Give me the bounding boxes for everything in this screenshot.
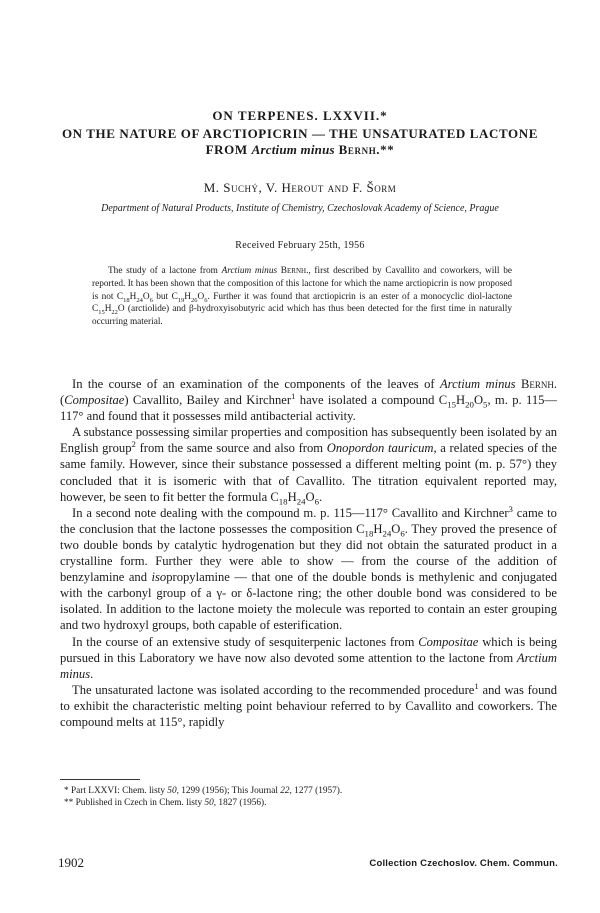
footnote-divider [60, 779, 140, 780]
footnotes [64, 785, 554, 809]
body-paragraph-1: In the course of an examination of the components of the leaves of Arctium minus Bernh. (Compositae) Cavallito, Bailey and Kirchner$^1$ have isolated a compound $C_{15}H_{20}O_5$, m. p. 115—117° and found that it possesses mild antibacterial activity. [60, 377, 558, 424]
body-paragraph-4: In the course of an extensive study of sesquiterpenic lactones from Compositae which is being pursued in this Laboratory we have now also devoted some attention to the lactone from Arctium minus. [60, 634, 557, 681]
authors: M. Suchý, V. Herout and F. Šorm [203, 180, 397, 195]
series-title: ON TERPENES. LXXVII.* [212, 108, 388, 123]
footnote-1: * Part LXXVI: Chem. listy 50, 1299 (1956); This Journal 22, 1277 (1957). [64, 786, 343, 796]
title-line-1: ON THE NATURE OF ARCTIOPICRIN — THE UNSATURATED LACTONE [61, 126, 539, 141]
received-date: Received February 25th, 1956 [235, 240, 365, 251]
body-paragraph-5: The unsaturated lactone was isolated according to the recommended procedure$^1$ and was found to exhibit the characteristic melting point behaviour referred to by Cavallito and coworkers. The compound melts at 115°, rapidly [60, 680, 557, 729]
affiliation: Department of Natural Products, Institute of Chemistry, Czechoslovak Academy of Science, Prague [101, 203, 499, 214]
journal-name: Collection Czechoslov. Chem. Commun. [369, 858, 558, 869]
title-line-2: FROM Arctium minus Bernh.** [205, 142, 395, 157]
body-paragraph-3: In a second note dealing with the compound m. p. 115—117° Cavallito and Kirchner$^3$ came to the conclusion that the lactone possesses the composition $C_{18}H_{24}O_6$. They proved the presence of two double bonds by catalytic hydrogenation but they did not obtain the saturated product in a crystalline form. Further they were able to show — from the course of the addition of benzylamine and isopropylamine — that one of the double bonds is methylenic and conjugated with the carbonyl group of a γ- or δ-lactone ring; the other double bond was considered to be isolated. In addition to the lactone moiety the molecule was reported to contain an ester grouping and two hydroxyl groups, both capable of esterification. [60, 503, 557, 633]
article-body [60, 376, 557, 730]
footnote-2: ** Published in Czech in Chem. listy 50, 1827 (1956). [64, 798, 267, 808]
body-paragraph-2: A substance possessing similar properties and composition has subsequently been isolated by an English group$^2$ from the same source and also from Onopordon tauricum, a related species of the same family. However, since their substance possessed a different melting point (m. p. 57°) they concluded that it is isomeric with that of Cavallito. The titration equivalent reported may, however, be seen to fit better the formula $C_{18}H_{24}O_6$. [60, 425, 558, 507]
page-number: 1902 [58, 855, 84, 870]
abstract [92, 265, 512, 329]
abstract-paragraph: The study of a lactone from Arctium minus Bernh., first described by Cavallito and coworkers, will be reported. It has been shown that the composition of this lactone for which the name arctiopicrin is now proposed is not $C_{18}H_{24}O_6$ but $C_{19}H_{26}O_6$. Further it was found that arctiopicrin is an ester of a monocyclic diol-lactone $C_{15}H_{22}O$ (arctiolide) and β-hydroxyisobutyric acid which has thus been detected for the first time in naturally occurring material. [92, 266, 512, 328]
article-title [24, 126, 576, 158]
title-species: Arctium minus [251, 142, 335, 157]
